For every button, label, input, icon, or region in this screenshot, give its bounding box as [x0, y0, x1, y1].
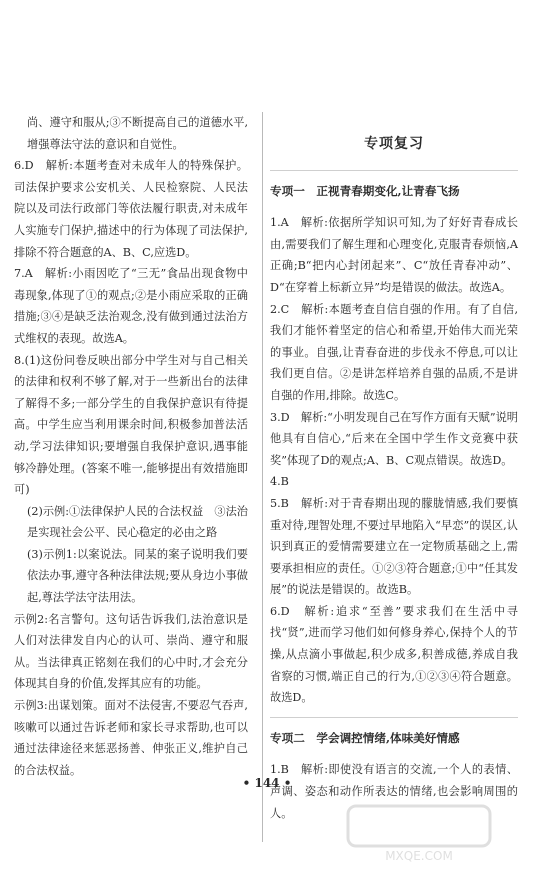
left-paragraph: 7.A 解析:小雨因吃了“三无”食品出现食物中毒现象,体现了①的观点;②是小雨应采取的正确措施;③④是缺乏法治观念,没有做到通过法治方式维权的表现。故选A。 [14, 267, 248, 345]
left-paragraph: 6.D 解析:本题考查对未成年人的特殊保护。司法保护要求公安机关、人民检察院、人民法院以及司法行政部门等依法履行职责,对未成年人实施专门保护,描述中的行为体现了司法保护,排除不符合题意的A、B、C,应选D。 [14, 159, 248, 259]
section-title: 专项复习 [364, 136, 424, 152]
topic-1-heading: 专项一 正视青春期变化,让青春飞扬 [270, 170, 518, 203]
svg-text:MXQE.COM: MXQE.COM [385, 849, 453, 863]
page-number: • 144 • [242, 776, 292, 790]
left-paragraph: 示例2:名言警句。这句话告诉我们,法治意识是人们对法律发自内心的认可、崇尚、遵守和服从。当法律真正铭刻在我们的心中时,才会充分体现其自身的价值,发挥其应有的功能。 [14, 612, 248, 691]
column-divider [262, 112, 263, 842]
left-paragraph: 示例3:出谋划策。面对不法侵害,不要忍气吞声,咳嗽可以通过告诉老师和家长寻求帮助,也可以通过法律途径来惩恶扬善、伸张正义,维护自己的合法权益。 [14, 699, 248, 777]
answer-item: 5.B 解析:对于青春期出现的朦胧情感,我们要慎重对待,理智处理,不要过早地陷入“早恋”的误区,认识到真正的爱情需要建立在一定物质基础之上,需要承担相应的责任。①②③符合题意;①中“任其发展”的说法是错误的。故选B。 [270, 496, 518, 597]
left-paragraph: 尚、遵守和服从;③不断提高自己的道德水平,增强尊法守法的意识和自觉性。 [27, 116, 248, 151]
answer-item: 2.C 解析:本题考查自信自强的作用。有了自信,我们才能怀着坚定的信心和希望,开始伟大而光荣的事业。自强,让青春奋进的步伐永不停息,可以让我们更自信。②是讲怎样培养自强的品质,不是讲自强的作用,排除。故选C。 [270, 302, 518, 402]
answer-item: 6.D 解析:追求“至善”要求我们在生活中寻找“贤”,进而学习他们如何修身养心,保持个人的节操,从点滴小事做起,积少成多,积善成德,养成自我省察的习惯,端正自己的行为,①②③④符合题意。故选D。 [270, 604, 518, 705]
left-column [0, 112, 248, 781]
watermark-logo [344, 802, 494, 866]
right-column [270, 112, 518, 824]
answer-item: 1.A 解析:依据所学知识可知,为了好好青春成长由,需要我们了解生理和心理变化,克服青春烦恼,A正确;B“把内心封闭起来”、C“放任青春冲动”、D“在穿着上标新立异”均是错误的做法。故选A。 [270, 216, 518, 294]
topic-2-heading: 专项二 学会调控情绪,体味美好情感 [270, 717, 518, 750]
answer-item: 3.D 解析:“小明发现自己在写作方面有天赋”说明他具有自信心,“后来在全国中学生作文竞赛中获奖”体现了D的观点;A、B、C观点错误。故选D。 [270, 410, 518, 467]
topic-1-items [270, 212, 518, 709]
answer-item: 4.B [270, 475, 289, 489]
left-paragraph: 8.(1)这份问卷反映出部分中学生对与自己相关的法律和权利不够了解,对于一些新出台的法律了解得不多;一部分学生的自我保护意识有待提高。中学生应当利用课余时间,积极参加普法活动,学习法律知识;要增强自我保护意识,遇事能够冷静处理。(答案不唯一,能够提出有效措施即可) [14, 353, 248, 497]
left-paragraph: (3)示例1:以案说法。同某的案子说明我们要依法办事,遵守各种法律法规;要从身边小事做起,尊法学法守法用法。 [27, 547, 248, 605]
answer-item: 1.B 解析:即使没有语言的交流,一个人的表情、声调、姿态和动作所表达的情绪,也会影响周围的人。 [270, 763, 518, 820]
left-paragraph: (2)示例:①法律保护人民的合法权益 ③法治是实现社会公平、民心稳定的必由之路 [27, 504, 248, 540]
